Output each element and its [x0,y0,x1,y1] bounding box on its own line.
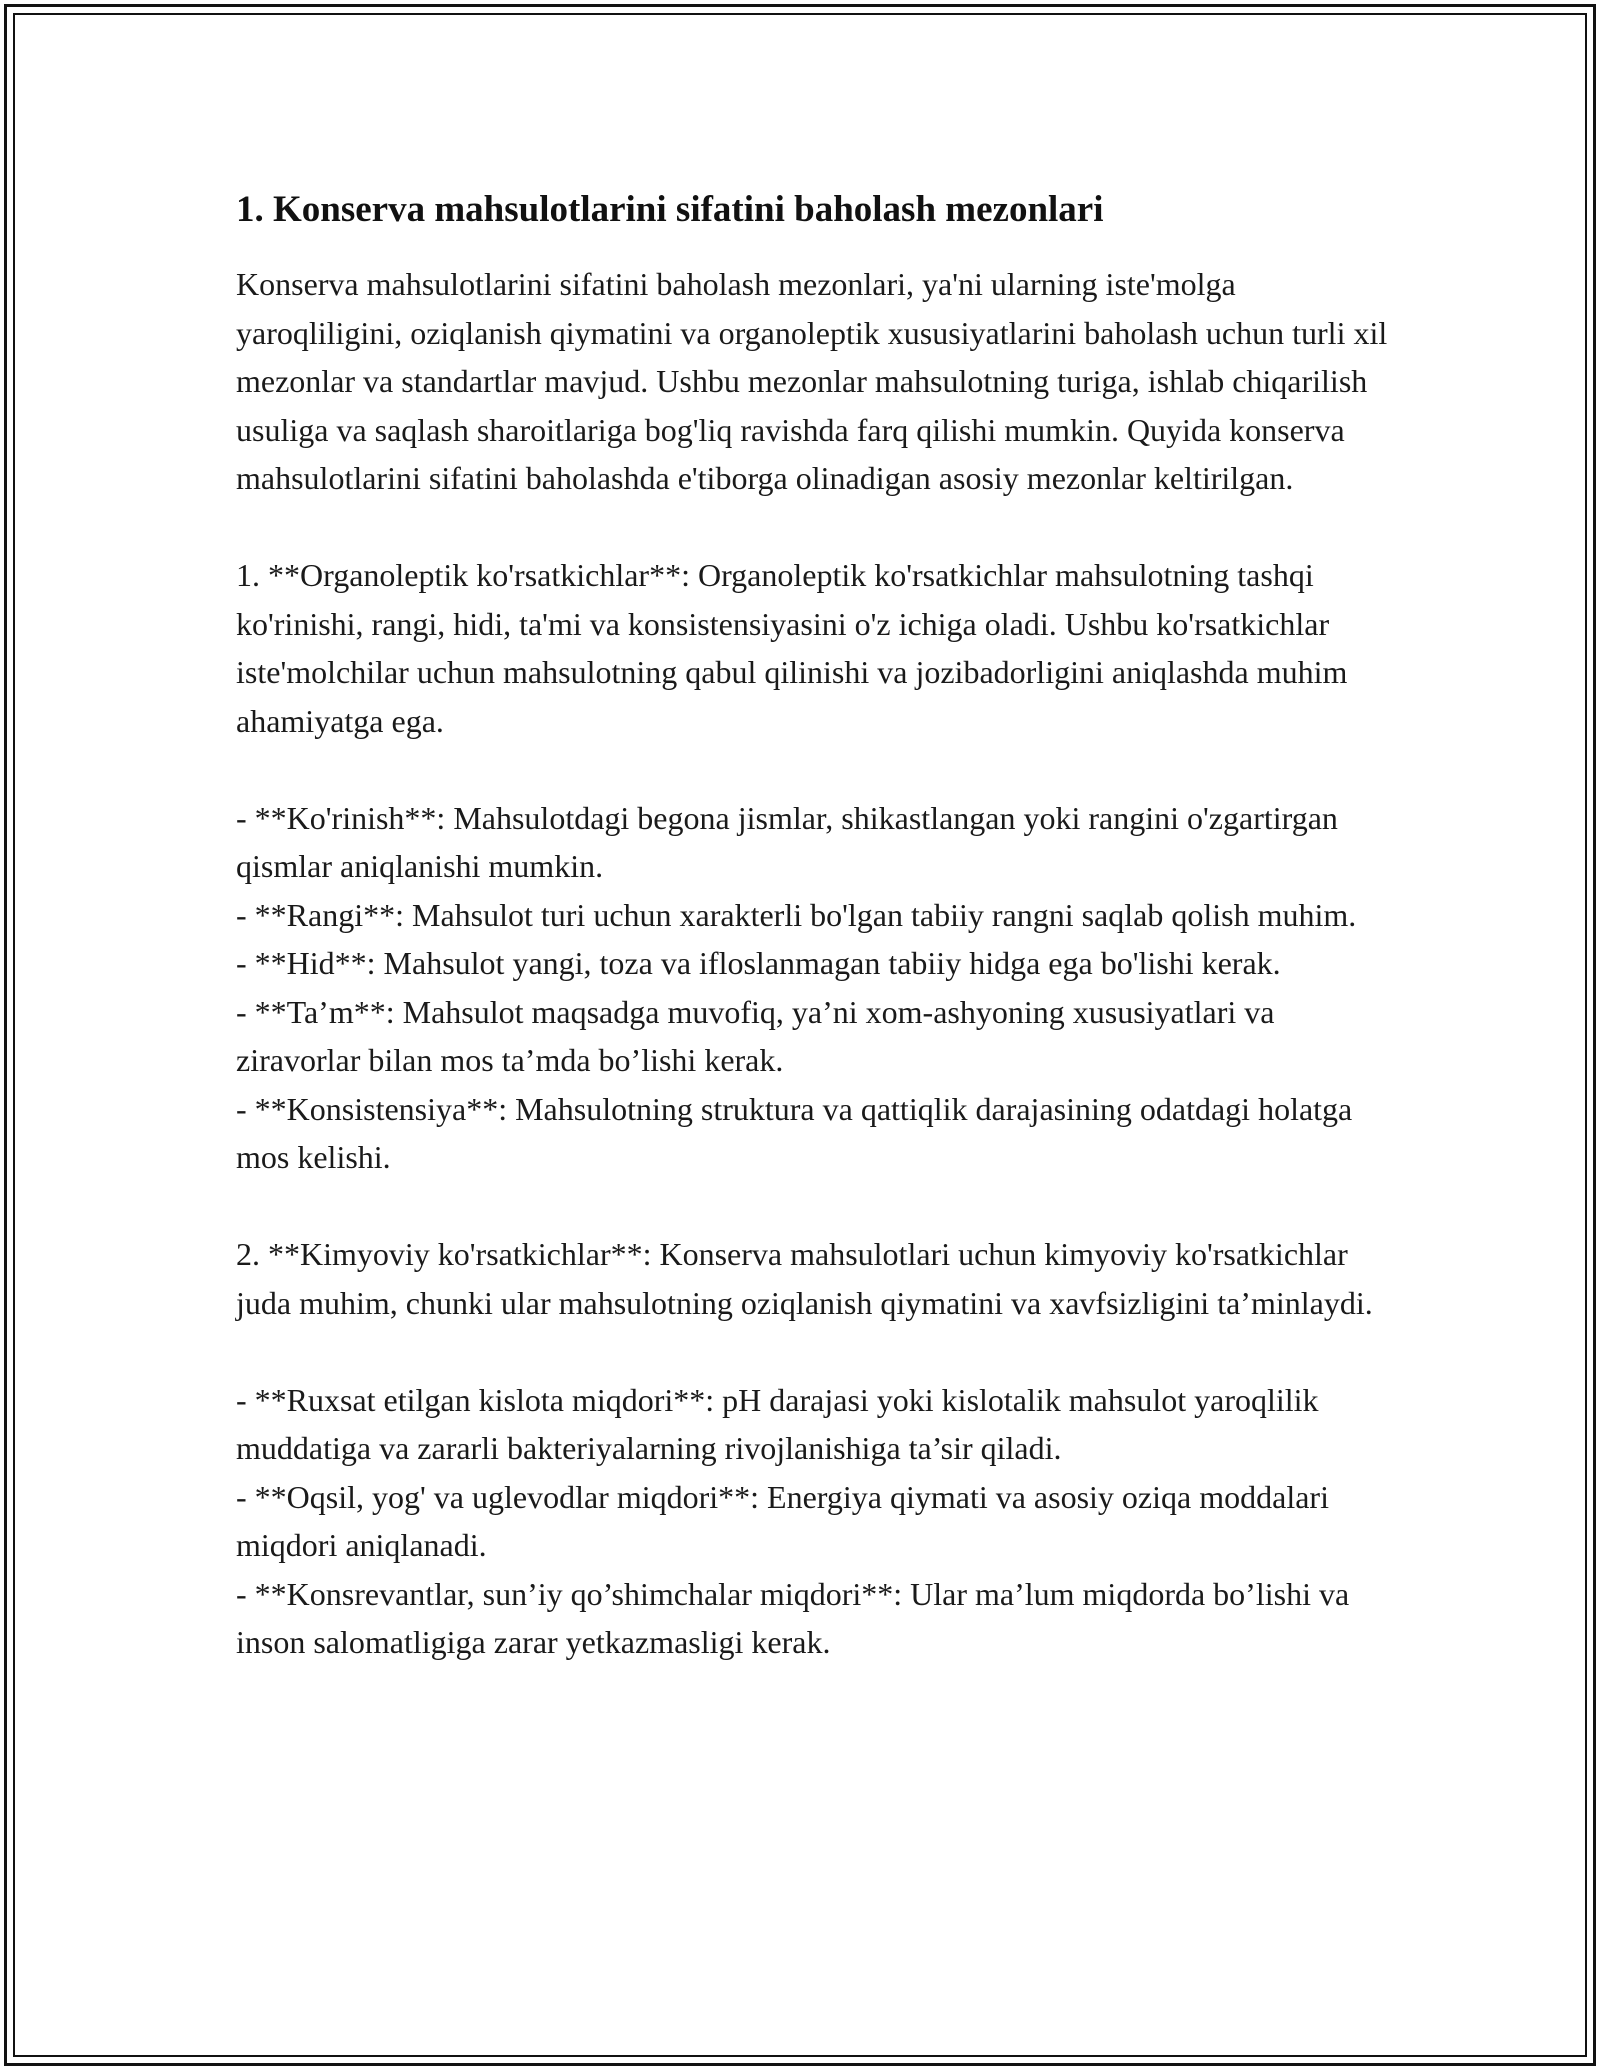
section-1-item-hid: - **Hid**: Mahsulot yangi, toza va ifloslanmagan tabiiy hidga ega bo'lishi kerak. [236,945,1281,981]
document-body [236,186,1396,1667]
section-1-item-korinish: - **Ko'rinish**: Mahsulotdagi begona jismlar, shikastlangan yoki rangini o'zgartirgan qismlar aniqlanishi mumkin. [236,799,1338,884]
blank-line [236,1327,1396,1376]
blank-line [236,1182,1396,1231]
document-title: 1. Konserva mahsulotlarini sifatini baholash mezonlari [236,189,1104,230]
blank-line [236,503,1396,552]
intro-paragraph: Konserva mahsulotlarini sifatini baholash mezonlari, ya'ni ularning iste'molga yaroqliligini, oziqlanish qiymatini va organoleptik xususiyatlarini baholash uchun turli xil mezonlar va standartlar mavjud. Ushbu mezonlar mahsulotning turiga, ishlab chiqarilish usuliga va saqlash sharoitlariga bog'liq ravishda farq qilishi mumkin. Quyida konserva mahsulotlarini sifatini baholashda e'tiborga olinadigan asosiy mezonlar keltirilgan. [236,266,1388,496]
section-1-item-rangi: - **Rangi**: Mahsulot turi uchun xarakterli bo'lgan tabiiy rangni saqlab qolish muhim. [236,896,1357,933]
section-1-lead: 1. **Organoleptik ko'rsatkichlar**: Organoleptik ko'rsatkichlar mahsulotning tashqi ko'rinishi, rangi, hidi, ta'mi va konsistensiyasini o'z ichiga oladi. Ushbu ko'rsatkichlar iste'molchilar uchun mahsulotning qabul qilinishi va jozibadorligini aniqlashda muhim ahamiyatga ega. [236,557,1348,739]
blank-line [236,745,1396,794]
section-1-item-tam: - **Ta’m**: Mahsulot maqsadga muvofiq, ya’ni xom-ashyoning xususiyatlari va ziravorlar bilan mos ta’mda bo’lishi kerak. [236,993,1275,1078]
section-2-item-oqsil: - **Oqsil, yog' va uglevodlar miqdori**: Energiya qiymati va asosiy oziqa moddalari miqdori aniqlanadi. [236,1478,1329,1563]
section-2-item-konservantlar: - **Konsrevantlar, sun’iy qo’shimchalar miqdori**: Ular ma’lum miqdorda bo’lishi va inson salomatligiga zarar yetkazmasligi kerak. [236,1575,1350,1660]
section-2-lead: 2. **Kimyoviy ko'rsatkichlar**: Konserva mahsulotlari uchun kimyoviy ko'rsatkichlar juda muhim, chunki ular mahsulotning oziqlanish qiymatini va xavfsizligini ta’minlaydi. [236,1236,1373,1321]
section-2-item-kislota: - **Ruxsat etilgan kislota miqdori**: pH darajasi yoki kislotalik mahsulot yaroqlilik muddatiga va zararli bakteriyalarning rivojlanishiga ta’sir qiladi. [236,1381,1319,1466]
section-1-item-konsistensiya: - **Konsistensiya**: Mahsulotning struktura va qattiqlik darajasining odatdagi holatga mos kelishi. [236,1090,1353,1175]
